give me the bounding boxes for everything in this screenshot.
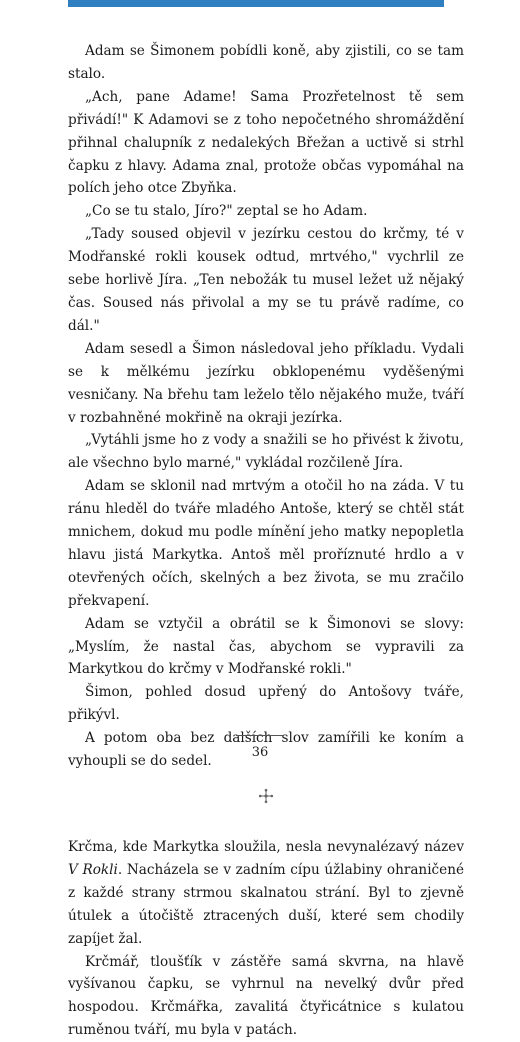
page-footer — [0, 735, 520, 760]
top-accent-bar — [68, 0, 444, 7]
paragraph: „Tady soused objevil v jezírku cestou do krčmy, té v Modřanské rokli kousek odtud, mrtvého," vychrlil ze sebe horlivě Jíra. „Ten nebožák tu musel ležet už nějaký čas. Soused nás přivolal a my se tu právě radíme, co dál." — [68, 226, 464, 334]
paragraph — [68, 836, 464, 951]
paragraph: Adam se vztyčil a obrátil se k Šimonovi se slovy: „Myslím, že nastal čas, abychom se vypravili za Markytkou do krčmy v Modřanské rokli." — [68, 615, 464, 678]
paragraph: Adam se Šimonem pobídli koně, aby zjistili, co se tam stalo. — [68, 43, 464, 82]
inn-name: V Rokli — [68, 861, 118, 878]
paragraph: A potom oba bez dalších slov zamířili ke koním a vyhoupli se do sedel. — [68, 730, 464, 770]
paragraph-text: Krčma, kde Markytka sloužila, nesla nevynalézavý název — [68, 839, 464, 855]
paragraph: Šimon, pohled dosud upřený do Antošovy tváře, přikývl. — [68, 684, 464, 724]
body-text — [68, 40, 464, 1042]
paragraph: „Co se tu stalo, Jíro?" zeptal se ho Adam. — [85, 203, 368, 220]
paragraph: Krčmář, tloušťík v zástěře samá skvrna, na hlavě vyšívanou čapku, se vyhrnul na nevelký dvůr před hospodou. Krčmářka, zavalitá čtyřicátnice s kulatou ruměnou tváří, mu byla v patách. — [68, 953, 464, 1039]
page-number: 36 — [251, 745, 269, 760]
paragraph: Adam se sklonil nad mrtvým a otočil ho na záda. V tu ránu hleděl do tváře mladého Antoše, který se chtěl stát mnichem, dokud mu podle mínění jeho matky nepopletla hlavu jistá Markytka. Antoš měl proříznuté hrdlo a v otevřených očích, skelných a bez života, se mu zračilo překvapení. — [68, 478, 464, 609]
paragraph: „Ach, pane Adame! Sama Prozřetelnost tě sem přivádí!" K Adamovi se z toho nepočetného shromáždění přihnal chalupník z nedalekých Břežan a uctivě si strhl čapku z hlavy. Adama znal, protože občas vypomáhal na polích jeho otce Zbyňka. — [68, 88, 464, 197]
section-break-ornament — [68, 773, 464, 818]
paragraph: Adam sesedl a Šimon následoval jeho příkladu. Vydali se k mělkému jezírku obklopenému vyděšenými vesničany. Na břehu tam leželo tělo nějakého muže, tváří v rozbahněné mokřině na okraji jezírka. — [68, 340, 464, 426]
ornament-icon — [258, 788, 274, 804]
footer-rule — [236, 735, 284, 736]
paragraph-text: . Nacházela se v zadním cípu úžlabiny ohraničené z každé strany strmou skalnatou strání. Byl to zjevně útulek a útočiště ztracených duší, které sem chodily zapíjet žal. — [68, 861, 464, 947]
paragraph: „Vytáhli jsme ho z vody a snažili se ho přivést k životu, ale všechno bylo marné," vykládal rozčileně Jíra. — [68, 432, 464, 472]
